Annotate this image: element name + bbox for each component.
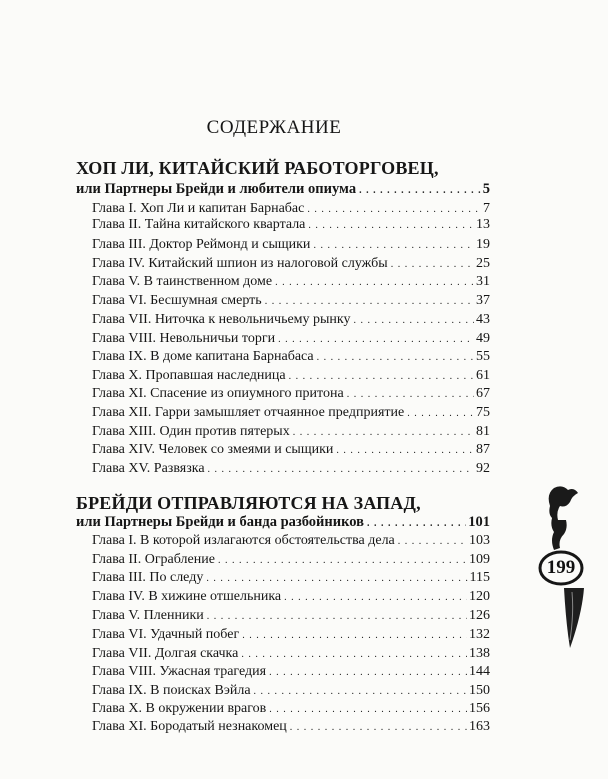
chapter-title: Глава VI. Бесшумная смерть: [92, 293, 262, 308]
page-ref: 138: [469, 646, 490, 661]
leader-dots: [254, 683, 467, 701]
chapter-title: Глава V. В таинственном доме: [92, 274, 273, 289]
part-2-subtitle: или Партнеры Брейди и банда разбойников: [76, 514, 364, 530]
page-ref: 67: [476, 386, 490, 401]
page-ref: 19: [476, 237, 490, 252]
leader-dots: [265, 293, 474, 311]
leader-dots: [278, 331, 474, 349]
chapter-title: Глава X. Пропавшая наследница: [92, 368, 286, 383]
page-ref: 81: [476, 424, 490, 439]
page-ref: 144: [469, 664, 490, 679]
page-ref: 61: [476, 368, 490, 383]
toc-heading: СОДЕРЖАНИЕ: [206, 117, 342, 138]
leader-dots: [208, 461, 474, 479]
page-ref: 37: [476, 293, 490, 308]
chapter-title: Глава V. Пленники: [92, 608, 204, 623]
chapter-title: Глава I. В которой излагаются обстоятельства дела: [92, 533, 395, 548]
page-ref: 126: [469, 608, 490, 623]
chapter-title: Глава II. Тайна китайского квартала: [92, 217, 306, 232]
toc-entry[interactable]: [92, 460, 490, 478]
chapter-title: Глава X. В окружении врагов: [92, 701, 267, 716]
toc-entry[interactable]: [92, 682, 490, 700]
page-ref: 109: [469, 552, 490, 567]
leader-dots: [207, 608, 467, 626]
toc-entry[interactable]: [92, 385, 490, 403]
page-ref: 103: [469, 533, 490, 548]
page-ref: 49: [476, 331, 490, 346]
toc-entry[interactable]: [92, 700, 490, 718]
chapter-title: Глава XV. Развязка: [92, 461, 205, 476]
page-ref: 55: [476, 349, 490, 364]
toc-entry[interactable]: [92, 663, 490, 681]
chapter-title: Глава IV. В хижине отшельника: [92, 589, 282, 604]
toc-entry[interactable]: [92, 626, 490, 644]
chapter-title: Глава XI. Бородатый незнакомец: [92, 719, 287, 734]
leader-dots: [407, 405, 474, 423]
part-1-title: ХОП ЛИ, КИТАЙСКИЙ РАБОТОРГОВЕЦ,: [76, 158, 439, 178]
page-ref: 87: [476, 442, 490, 457]
chapter-title: Глава XI. Спасение из опиумного притона: [92, 386, 344, 401]
leader-dots: [242, 627, 467, 645]
page-ref: 92: [476, 461, 490, 476]
toc-entry[interactable]: [92, 441, 490, 459]
leader-dots: [290, 719, 467, 737]
leader-dots: [241, 646, 467, 664]
leader-dots: [391, 256, 474, 274]
toc-entry[interactable]: [92, 588, 490, 606]
toc-entry[interactable]: [92, 255, 490, 273]
page-ref: 75: [476, 405, 490, 420]
toc-entry[interactable]: [92, 367, 490, 385]
part-2-subtitle-entry[interactable]: [76, 513, 490, 531]
chapter-title: Глава VII. Долгая скачка: [92, 646, 239, 661]
part-1-subtitle-entry[interactable]: [76, 180, 490, 198]
toc-entry[interactable]: [92, 348, 490, 366]
leader-dots: [359, 182, 481, 200]
toc-entry[interactable]: [92, 532, 490, 550]
page-ref: 5: [482, 181, 490, 197]
leader-dots: [275, 274, 474, 292]
chapter-title: Глава III. Доктор Реймонд и сыщики: [92, 237, 311, 252]
page-ref: 43: [476, 312, 490, 327]
leader-dots: [398, 533, 467, 551]
part-1-subtitle: или Партнеры Брейди и любители опиума: [76, 181, 357, 197]
chapter-title: Глава IX. В доме капитана Барнабаса: [92, 349, 314, 364]
toc-entry[interactable]: [92, 292, 490, 310]
toc-entry[interactable]: [92, 718, 490, 736]
leader-dots: [284, 589, 467, 607]
chapter-title: Глава VII. Ниточка к невольничьему рынку: [92, 312, 351, 327]
page-ref: 115: [469, 570, 490, 585]
chapter-title: Глава I. Хоп Ли и капитан Барнабас: [92, 201, 305, 216]
part-2-title: БРЕЙДИ ОТПРАВЛЯЮТСЯ НА ЗАПАД,: [76, 493, 421, 513]
chapter-title: Глава IX. В поисках Вэйла: [92, 683, 251, 698]
page-ref: 150: [469, 683, 490, 698]
chapter-title: Глава XIII. Один против пятерых: [92, 424, 290, 439]
leader-dots: [269, 664, 467, 682]
chapter-title: Глава VIII. Невольничьи торги: [92, 331, 276, 346]
leader-dots: [218, 552, 467, 570]
toc-entry[interactable]: [92, 236, 490, 254]
chapter-title: Глава III. По следу: [92, 570, 204, 585]
page-ref: 31: [476, 274, 490, 289]
chapter-title: Глава II. Ограбление: [92, 552, 215, 567]
leader-dots: [336, 442, 474, 460]
chapter-title: Глава IV. Китайский шпион из налоговой службы: [92, 256, 388, 271]
page-ref: 101: [468, 514, 490, 530]
page-ref: 163: [469, 719, 490, 734]
toc-entry[interactable]: [92, 273, 490, 291]
toc-entry[interactable]: [92, 645, 490, 663]
leader-dots: [206, 570, 467, 588]
leader-dots: [269, 701, 467, 719]
chapter-title: Глава VIII. Ужасная трагедия: [92, 664, 267, 679]
page-ref: 132: [469, 627, 490, 642]
toc-entry[interactable]: [92, 423, 490, 441]
page-ref: 13: [476, 217, 490, 232]
chapter-title: Глава XIV. Человек со змеями и сыщики: [92, 442, 334, 457]
leader-dots: [354, 312, 474, 330]
leader-dots: [308, 217, 474, 235]
chapter-title: Глава VI. Удачный побег: [92, 627, 240, 642]
toc-entry[interactable]: [92, 404, 490, 422]
page-number: 199: [546, 557, 576, 578]
toc-entry[interactable]: [92, 311, 490, 329]
toc-entry[interactable]: [92, 551, 490, 569]
leader-dots: [293, 424, 474, 442]
toc-entry[interactable]: [92, 330, 490, 348]
leader-dots: [347, 386, 474, 404]
leader-dots: [367, 515, 466, 533]
page-ref: 120: [469, 589, 490, 604]
page-ref: 156: [469, 701, 490, 716]
page-ref: 25: [476, 256, 490, 271]
chapter-title: Глава XII. Гарри замышляет отчаянное предприятие: [92, 405, 405, 420]
toc-entry[interactable]: [92, 607, 490, 625]
page-ref: 7: [483, 201, 490, 216]
leader-dots: [313, 237, 474, 255]
leader-dots: [317, 349, 474, 367]
toc-entry[interactable]: [92, 569, 490, 587]
toc-entry[interactable]: [92, 216, 490, 234]
leader-dots: [289, 368, 474, 386]
